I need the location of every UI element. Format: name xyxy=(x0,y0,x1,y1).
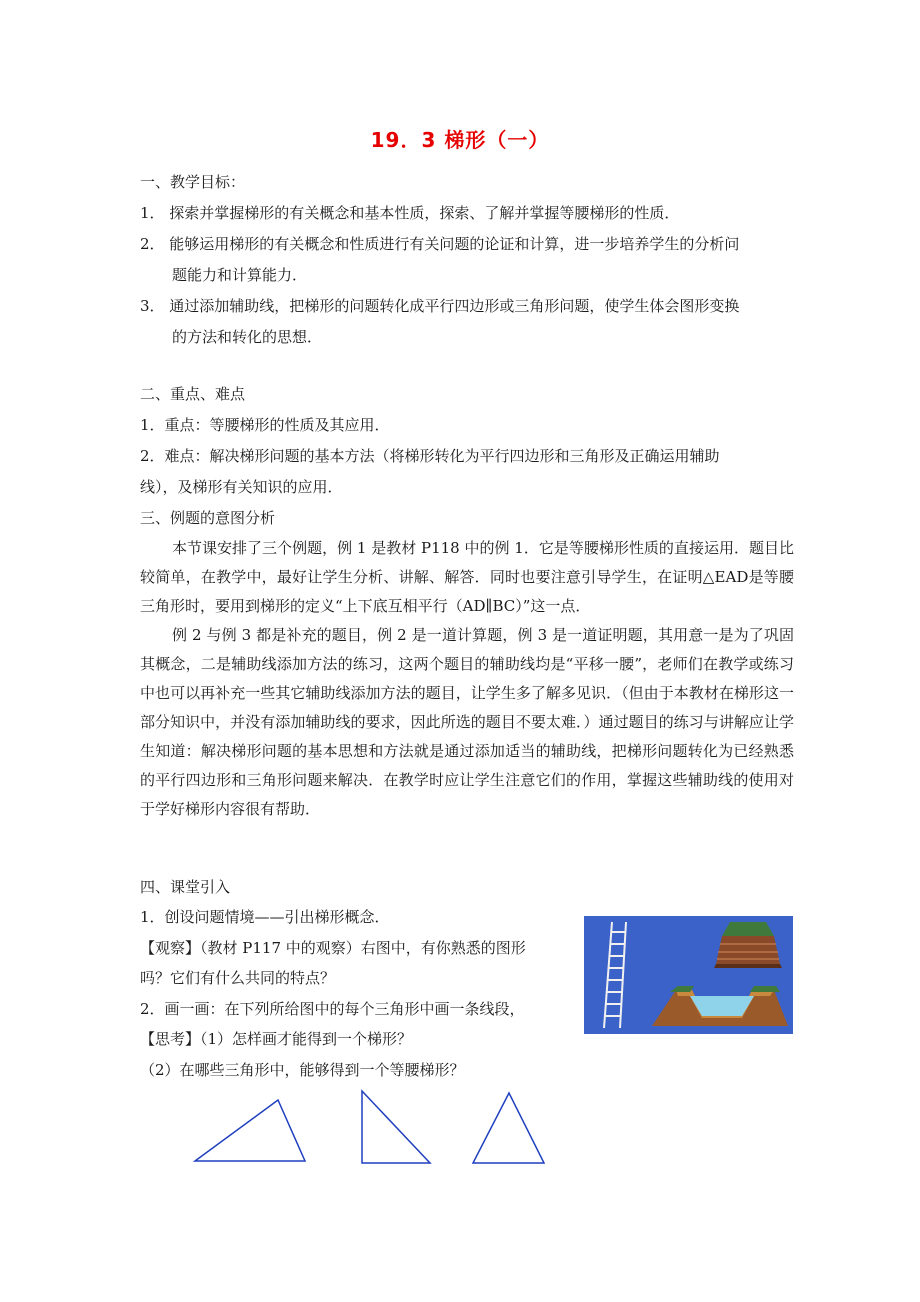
example-analysis xyxy=(140,534,794,824)
objective-item-2-cont: 题能力和计算能力． xyxy=(172,266,308,284)
objective-item-3-cont: 的方法和转化的思想． xyxy=(172,328,323,346)
triangles-figure xyxy=(180,1085,560,1175)
objective-item-1: 1． 探索并掌握梯形的有关概念和基本性质，探索、了解并掌握等腰梯形的性质． xyxy=(140,204,680,222)
observe-line-2: 吗？它们有什么共同的特点？ xyxy=(140,969,336,987)
intro-item-1: 1．创设问题情境——引出梯形概念． xyxy=(140,908,390,926)
difficult-point-cont: 线），及梯形有关知识的应用． xyxy=(140,478,343,496)
trapezoid-examples-photo xyxy=(584,916,793,1034)
key-point: 1．重点：等腰梯形的性质及其应用． xyxy=(140,416,390,434)
photo-illustration xyxy=(584,916,793,1034)
objective-item-2: 2． 能够运用梯形的有关概念和性质进行有关问题的论证和计算，进一步培养学生的分析问 xyxy=(140,235,740,253)
right-triangle xyxy=(362,1091,430,1163)
observe-line-1: 【观察】（教材 P117 中的观察）右图中，有你熟悉的图形 xyxy=(140,939,526,957)
obtuse-triangle xyxy=(195,1100,305,1161)
analysis-paragraph-2: 例 2 与例 3 都是补充的题目，例 2 是一道计算题，例 3 是一道证明题，其用意一是为了巩固其概念，二是辅助线添加方法的练习，这两个题目的辅助线均是“平移一腰”，老师们在教学或练习中也可以再补充一些其它辅助线添加方法的题目，让学生多了解多见识．（但由于本教材在梯形这一部分知识中，并没有添加辅助线的要求，因此所选的题目不要太难．）通过题目的练习与讲解应让学生知道：解决梯形问题的基本思想和方法就是通过添加适当的辅助线，把梯形问题转化为已经熟悉的平行四边形和三角形问题来解决．在教学时应让学生注意它们的作用，掌握这些辅助线的使用对于学好梯形内容很有帮助． xyxy=(140,626,794,818)
draw-instruction: 2．画一画：在下列所给图中的每个三角形中画一条线段， xyxy=(140,1000,525,1018)
analysis-paragraph-1: 本节课安排了三个例题，例 1 是教材 P118 中的例 1．它是等腰梯形性质的直接运用．题目比较简单，在教学中，最好让学生分析、讲解、解答．同时也要注意引导学生，在证明△EAD是等腰三角形时，要用到梯形的定义“上下底互相平行（AD∥BC）”这一点． xyxy=(140,539,794,615)
section-4-heading: 四、课堂引入 xyxy=(140,878,231,896)
difficult-point: 2．难点：解决梯形问题的基本方法（将梯形转化为平行四边形和三角形及正确运用辅助 xyxy=(140,447,720,465)
objective-item-3: 3． 通过添加辅助线，把梯形的问题转化成平行四边形或三角形问题，使学生体会图形变换 xyxy=(140,297,740,315)
section-2-heading: 二、重点、难点 xyxy=(140,385,246,403)
think-question-2: （2）在哪些三角形中，能够得到一个等腰梯形？ xyxy=(140,1061,465,1079)
page-title: 19．3 梯形（一） xyxy=(370,128,550,152)
think-question-1: 【思考】（1）怎样画才能得到一个梯形？ xyxy=(140,1030,413,1048)
section-1-heading: 一、教学目标： xyxy=(140,173,246,191)
isosceles-triangle xyxy=(473,1093,544,1163)
section-3-heading: 三、例题的意图分析 xyxy=(140,509,276,527)
